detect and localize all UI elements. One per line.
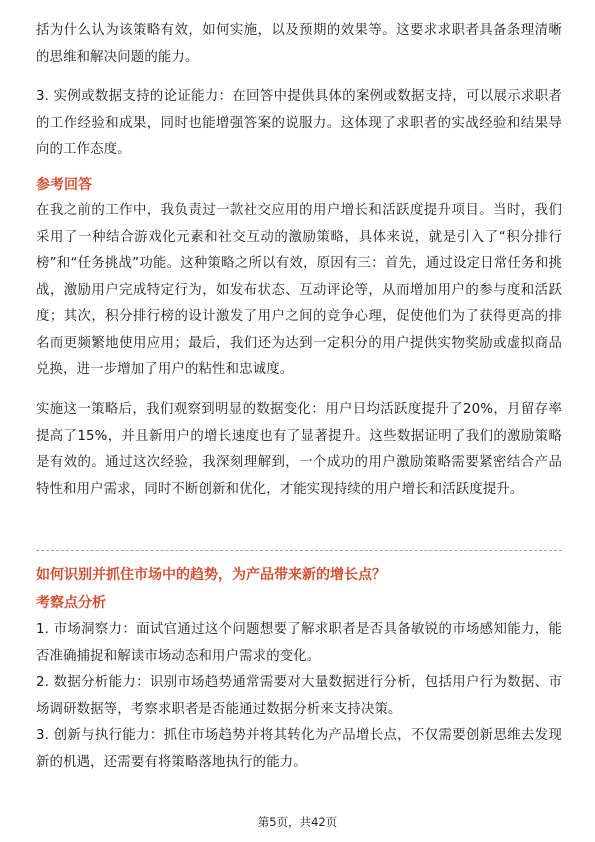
reference-answer-paragraph-1: 在我之前的工作中，我负责过一款社交应用的用户增长和活跃度提升项目。当时，我们采用了一种结合游戏化元素和社交互动的激励策略，具体来说，就是引入了“积分排行榜”和“任务挑战”功能。这种策略之所以有效，原因有三：首先，通过设定日常任务和挑战，激励用户完成特定行为，如发布状态、互动评论等，从而增加用户的参与度和活跃度；其次，积分排行榜的设计激发了用户之间的竞争心理，促使他们为了获得更高的排名而更频繁地使用应用；最后，我们还为达到一定积分的用户提供实物奖励或虚拟商品兑换，进一步增加了用户的粘性和忠诚度。 — [36, 203, 562, 377]
reference-answer-paragraph-2: 实施这一策略后，我们观察到明显的数据变化：用户日均活跃度提升了20%，月留存率提高了15%，并且新用户的增长速度也有了显著提升。这些数据证明了我们的激励策略是有效的。通过这次经验，我深刻理解到，一个成功的用户激励策略需要紧密结合产品特性和用户需求，同时不断创新和优化，才能实现持续的用户增长和活跃度提升。 — [36, 402, 562, 497]
page-number: 第5页，共42页 — [257, 815, 338, 829]
analysis-heading: 考察点分析 — [36, 595, 106, 611]
question-title: 如何识别并抓住市场中的趋势，为产品带来新的增长点？ — [36, 567, 386, 583]
analysis-point-3: 3. 创新与执行能力：抓住市场趋势并将其转化为产品增长点，不仅需要创新思维去发现新的机遇，还需要有将策略落地执行的能力。 — [36, 728, 562, 770]
section-divider — [36, 550, 562, 551]
intro-continued-text: 括为什么认为该策略有效，如何实施，以及预期的效果等。这要求求职者具备条理清晰的思维和解决问题的能力。 — [36, 23, 562, 65]
intro-point-3: 3. 实例或数据支持的论证能力：在回答中提供具体的案例或数据支持，可以展示求职者的工作经验和成果，同时也能增强答案的说服力。这体现了求职者的实战经验和结果导向的工作态度。 — [36, 89, 562, 157]
analysis-point-1: 1. 市场洞察力：面试官通过这个问题想要了解求职者是否具备敏锐的市场感知能力，能否准确捕捉和解读市场动态和用户需求的变化。 — [36, 622, 562, 664]
reference-answer-heading: 参考回答 — [36, 177, 92, 193]
analysis-point-2: 2. 数据分析能力：识别市场趋势通常需要对大量数据进行分析，包括用户行为数据、市场调研数据等，考察求职者是否能通过数据分析来支持决策。 — [36, 675, 562, 717]
